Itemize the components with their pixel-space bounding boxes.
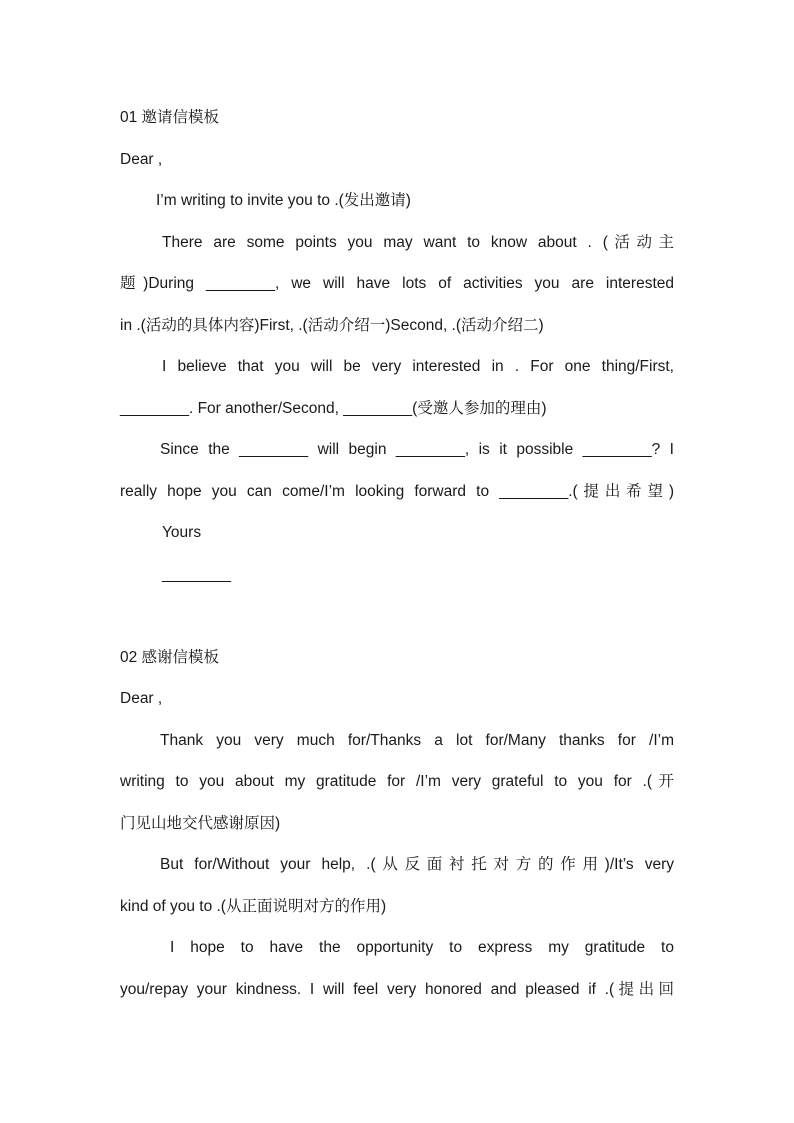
document-page (120, 97, 674, 1010)
invitation-signature: ________ (162, 565, 231, 583)
thanks-salutation: Dear , (120, 690, 163, 707)
thanks-line-6: I hope to have the opportunity to express my gratitude to (170, 939, 674, 956)
invitation-line-2: There are some points you may want to know about . (活动主 (162, 233, 674, 251)
thanks-line-1: Thank you very much for/Thanks a lot for/Many thanks for /I’m (160, 731, 674, 749)
section-gap (120, 595, 674, 637)
thanks-line-7: you/repay your kindness. I will feel very honored and pleased if .(提出回 (120, 980, 674, 998)
invitation-line-1: I’m writing to invite you to .(发出邀请) (156, 192, 411, 209)
invitation-line-6: ________. For another/Second, ________(受邀人参加的理由) (120, 399, 547, 417)
thanks-line-3: 门见山地交代感谢原因) (120, 814, 281, 832)
invitation-heading: 01 邀请信模板 (120, 109, 220, 126)
invitation-line-4: in .(活动的具体内容)First, .(活动介绍一)Second, .(活动介绍二) (120, 316, 544, 334)
invitation-salutation: Dear , (120, 150, 163, 168)
thanks-line-2: writing to you about my gratitude for /I’m very grateful to you for .(开 (120, 773, 674, 790)
thanks-line-4: But for/Without your help, .(从反面衬托对方的作用)/It’s very (160, 856, 674, 873)
thanks-heading: 02 感谢信模板 (120, 648, 220, 666)
invitation-line-3: 题)During ________, we will have lots of activities you are interested (120, 275, 674, 292)
invitation-closing: Yours (162, 524, 202, 541)
thanks-line-5: kind of you to .(从正面说明对方的作用) (120, 897, 387, 915)
invitation-line-5: I believe that you will be very interested in . For one thing/First, (162, 358, 674, 375)
invitation-line-7: Since the ________ will begin ________, is it possible ________? I (160, 441, 674, 458)
invitation-line-8: really hope you can come/I’m looking forward to ________.(提出希望) (120, 482, 674, 500)
